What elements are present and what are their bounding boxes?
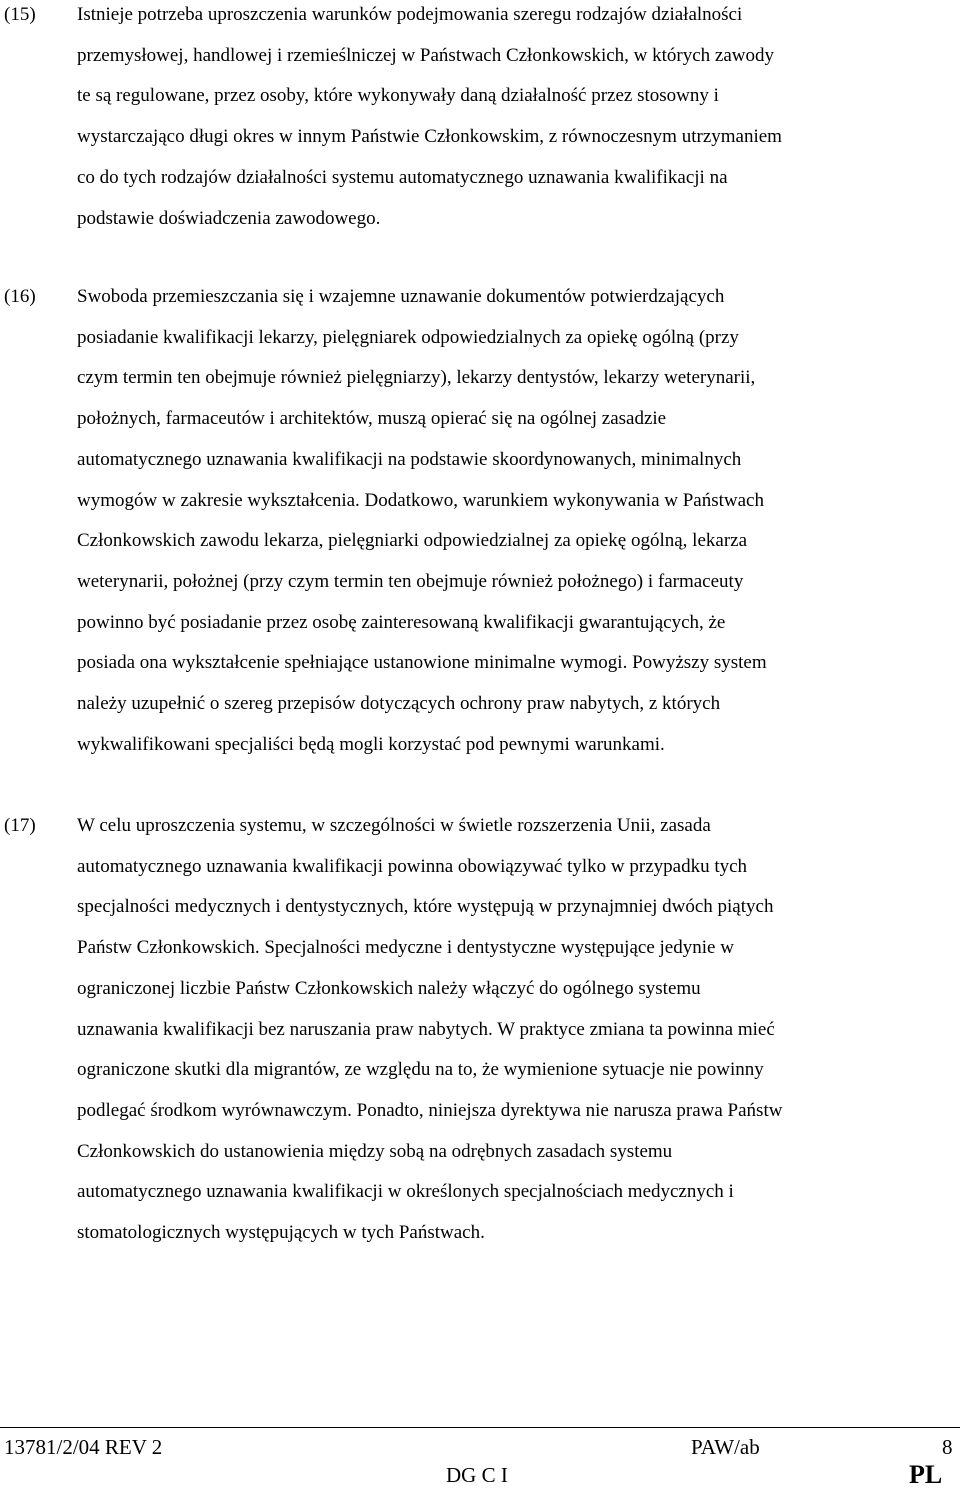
document-reference: 13781/2/04 REV 2	[4, 1435, 163, 1459]
recital-number: (16)	[4, 286, 36, 307]
footer-divider	[0, 1427, 960, 1428]
language-code: PL	[909, 1460, 943, 1489]
directorate-general: DG C I	[446, 1463, 508, 1487]
recital-number: (17)	[4, 815, 36, 836]
recital-text: Istnieje potrzeba uproszczenia warunków podejmowania szeregu rodzajów działalności przemysłowej, handlowej i rzemieślniczej w Państwach Członkowskich, w których zawody te są regulowane, przez osoby, które wykonywały daną działalność przez stosowny i wystarczająco długi okres w innym Państwie Członkowskim, z równoczesnym utrzymaniem co do tych rodzajów działalności systemu automatycznego uznawania kwalifikacji na podstawie doświadczenia zawodowego.	[77, 4, 782, 229]
recital-text: Swoboda przemieszczania się i wzajemne uznawanie dokumentów potwierdzających posiadanie kwalifikacji lekarzy, pielęgniarek odpowiedzialnych za opiekę ogólną (przy czym termin ten obejmuje również pielęgniarzy), lekarzy dentystów, lekarzy weterynarii, położnych, farmaceutów i architektów, muszą opierać się na ogólnej zasadzie automatycznego uznawania kwalifikacji na podstawie skoordynowanych, minimalnych wymogów w zakresie wykształcenia. Dodatkowo, warunkiem wykonywania w Państwach Członkowskich zawodu lekarza, pielęgniarki odpowiedzialnej za opiekę ogólną, lekarza weterynarii, położnej (przy czym termin ten obejmuje również położnego) i farmaceuty powinno być posiadanie przez osobę zainteresowaną kwalifikacji gwarantujących, że posiada ona wykształcenie spełniające ustanowione minimalne wymogi. Powyższy system należy uzupełnić o szereg przepisów dotyczących ochrony praw nabytych, z których wykwalifikowani specjaliści będą mogli korzystać pod pewnymi warunkami.	[77, 286, 767, 755]
page-number: 8	[942, 1435, 953, 1459]
author-code: PAW/ab	[691, 1435, 760, 1459]
recital-number: (15)	[4, 4, 36, 25]
recital-text: W celu uproszczenia systemu, w szczególności w świetle rozszerzenia Unii, zasada automatycznego uznawania kwalifikacji powinna obowiązywać tylko w przypadku tych specjalności medycznych i dentystycznych, które występują w przynajmniej dwóch piątych Państw Członkowskich. Specjalności medyczne i dentystyczne występujące jedynie w ograniczonej liczbie Państw Członkowskich należy włączyć do ogólnego systemu uznawania kwalifikacji bez naruszania praw nabytych. W praktyce zmiana ta powinna mieć ograniczone skutki dla migrantów, ze względu na to, że wymienione sytuacje nie powinny podlegać środkom wyrównawczym. Ponadto, niniejsza dyrektywa nie narusza prawa Państw Członkowskich do ustanowienia między sobą na odrębnych zasadach systemu automatycznego uznawania kwalifikacji w określonych specjalnościach medycznych i stomatologicznych występujących w tych Państwach.	[77, 815, 783, 1244]
